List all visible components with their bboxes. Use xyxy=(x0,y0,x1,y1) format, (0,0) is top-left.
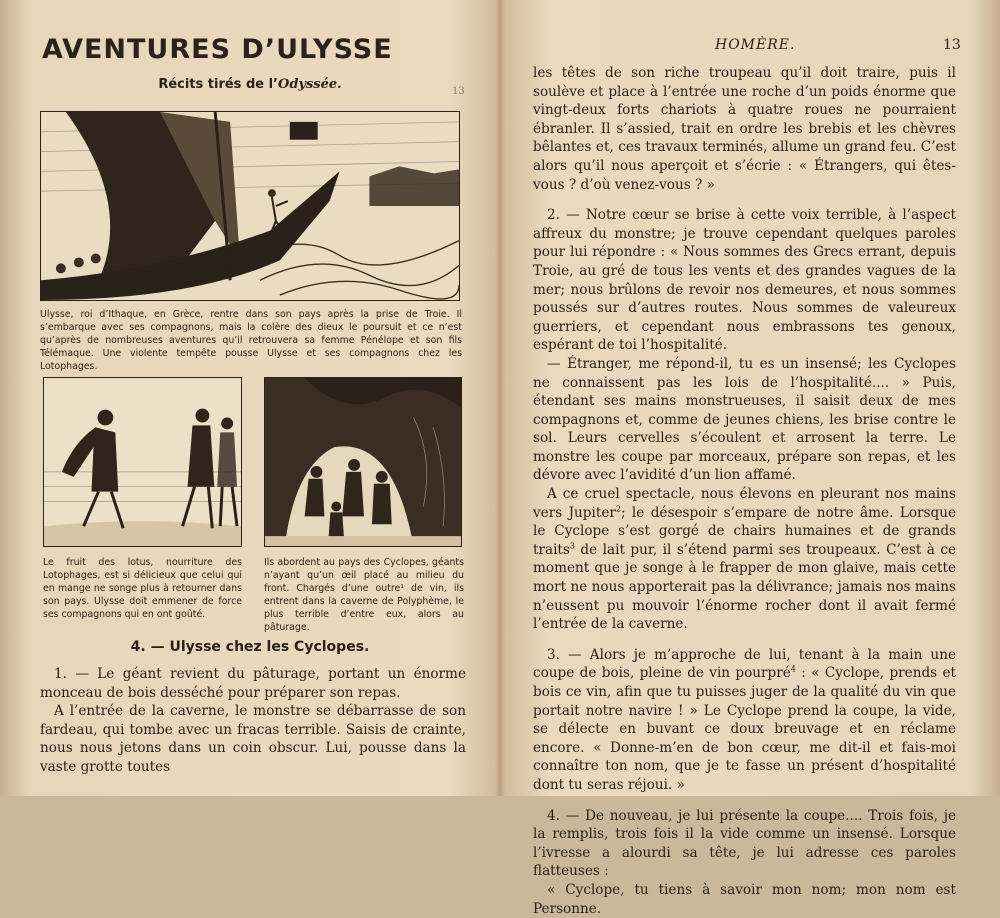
text-run: 3. — Alors je m’approche de lui, tenant à la main une coupe de bois, pleine de vin pourpré xyxy=(533,646,956,682)
illustration-cyclops-cave xyxy=(264,377,462,547)
paragraph: — Étranger, me répond-il, tu es un insensé; les Cyclopes ne connaissent pas les lois de l’hospitalité.... » Puis, étendant ses mains monstrueuses, il saisit deux de mes compagnons et, comme de jeunes chiens, les brise contre le sol. Leurs cervelles s’écoulent et arrosent la terre. Le monstre les coupe par morceaux, prépare son repas, et les dévore avec l’avidité d’un lion affamé. xyxy=(533,355,956,484)
cyclops-cave-drawing xyxy=(265,378,461,546)
paragraph: les têtes de son riche troupeau qu’il doit traire, puis il soulève et place à l’entrée une roche d’un poids énorme que vingt-deux forts chariots à quatre roues ne pourraient ébranler. Il s’assied, trait en ordre les brebis et les chèvres bêlantes et, ces travaux terminés, allume un grand feu. C’est alors qu’il nous aperçoit et s’écrie : « Étrangers, qui êtes-vous ? d’où venez-vous ? » xyxy=(533,65,956,193)
paragraph: 2. — Notre cœur se brise à cette voix terrible, à l’aspect affreux du monstre; je trouve cependant quelques paroles pour lui répondre : « Nous sommes des Grecs errant, depuis Troie, au gré de tous les vents et des grandes vagues de la mer; nous brûlons de revoir nos demeures, et nous sommes poussés sur d’autres routes. Nous sommes de valeureux guerriers, et cependant nous embrassons tes genoux, espérant de toi l’hospitalité. xyxy=(533,207,956,354)
margin-number: 13 xyxy=(452,86,465,97)
lotus-eaters-drawing xyxy=(44,378,241,546)
footnote-ref: 3 xyxy=(569,541,575,551)
text-run: A ce cruel spectacle, nous élevons en pleurant nos mains vers Jupiter xyxy=(533,486,956,521)
running-head: HOMÈRE. xyxy=(715,37,796,53)
paragraph: « Cyclope, tu tiens à savoir mon nom; mon nom est Personne. xyxy=(533,881,956,917)
paragraph: A l’entrée de la caverne, le monstre se débarrasse de son fardeau, qui tombe avec un fracas terrible. Saisis de crainte, nous nous jetons dans un coin obscur. Lui, pousse dans la vaste grotte toutes xyxy=(40,703,466,775)
paragraph: 1. — Le géant revient du pâturage, portant un énorme monceau de bois desséché pour préparer son repas. xyxy=(40,666,466,701)
text-run: de lait pur, il s’étend parmi ses troupeaux. C’est à ce moment que je songe à le frapper de mon glaive, mais cette mort ne nous apporterait pas la délivrance; jamais nos mains n’eussent pu mouvoir l’énorme rocher dont il avait fermé l’entrée de la caverne. xyxy=(533,541,956,633)
page-number: 13 xyxy=(943,37,961,53)
caption-ship: Ulysse, roi d’Ithaque, en Grèce, rentre dans son pays après la prise de Troie. Il s’embarque avec ses compagnons, mais la colère des dieux le poursuit et ce n’est qu’après de nombreuses aventures qu’il retrouvera sa femme Pénélope et son fils Télémaque. Une violente tempête pousse Ulysse et ses compagnons chez les Lotophages. xyxy=(40,309,462,372)
illustration-ship-storm xyxy=(40,111,460,301)
subtitle-prefix: Récits tirés de l’ xyxy=(158,77,278,92)
page-title: AVENTURES D’ULYSSE xyxy=(42,34,393,65)
caption-cyclops: Ils abordent au pays des Cyclopes, géants n’ayant qu’un œil placé au milieu du front. Chargés d’une outre¹ de vin, ils entrent dans la caverne de Polyphème, le plus terrible d’entre eux, alors au pâturage. xyxy=(264,557,464,633)
left-body-text xyxy=(40,665,466,777)
paragraph xyxy=(533,646,956,795)
paragraph: 4. — De nouveau, je lui présente la coupe.... Trois fois, je la remplis, trois fois il la vide comme un insensé. Lorsque l’ivresse a alourdi sa tête, je lui adresse ces paroles flatteuses : xyxy=(533,807,956,880)
illustration-lotus-eaters xyxy=(43,377,242,547)
left-page xyxy=(0,0,500,796)
footnote-ref: 2 xyxy=(615,504,621,514)
section-heading: 4. — Ulysse chez les Cyclopes. xyxy=(130,639,370,655)
ship-storm-drawing xyxy=(41,112,459,300)
subtitle-work: Odyssée. xyxy=(278,77,342,92)
text-run: ; le désespoir s’empare de notre âme. Lorsque le Cyclope s’est gorgé de chairs humaines et de grands traits xyxy=(533,504,957,558)
footnote-ref: 4 xyxy=(790,664,796,674)
subtitle xyxy=(40,77,460,92)
right-body-text xyxy=(533,64,956,918)
caption-lotus: Le fruit des lotus, nourriture des Lotophages, est si délicieux que celui qui en mange ne songe plus à retourner dans son pays. Ulysse doit emmener de force ses compagnons qui en ont goûté. xyxy=(43,557,242,620)
paragraph xyxy=(533,485,956,634)
text-run: : « Cyclope, prends et bois ce vin, afin que tu puisses juger de la qualité du vin que portait notre navire ! » Le Cyclope prend la coupe, la vide, se délecte en buvant ce doux breuvage et en réclame encore. « Donne-m’en de bon cœur, me dit-il et fais-moi connaître ton nom, que je te fasse un présent d’hospitalité dont tu seras réjoui. » xyxy=(533,665,956,793)
